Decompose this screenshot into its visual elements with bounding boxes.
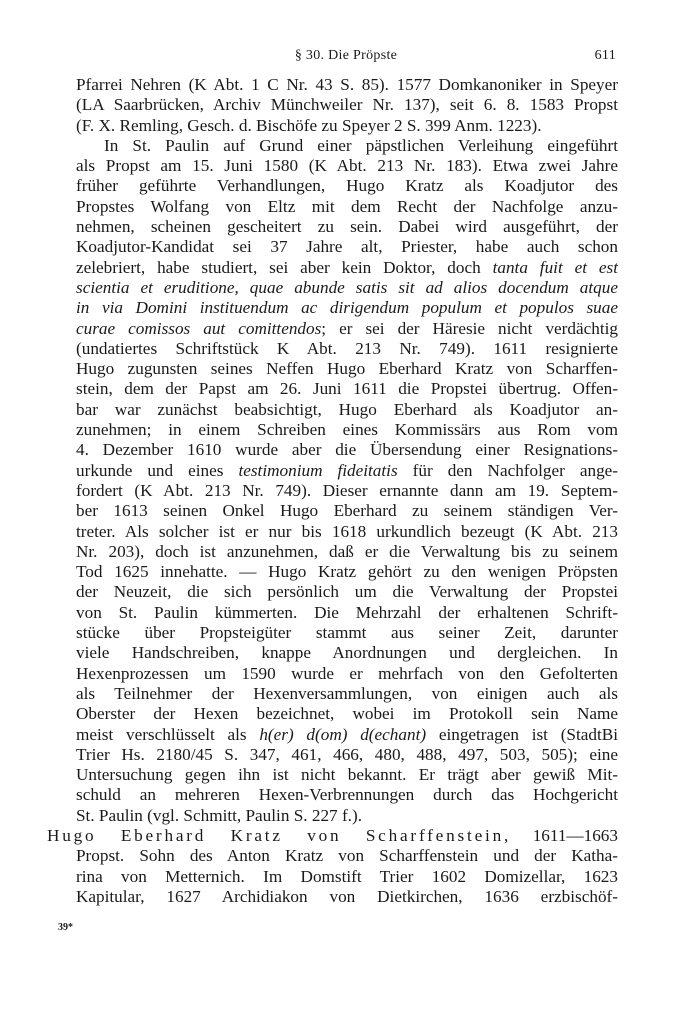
line-text: schuld an mehreren Hexen-Verbrennungen durch das Hochgericht xyxy=(76,785,618,805)
latin-quote: tanta fuit et est xyxy=(492,257,618,277)
latin-quote: in via Domini instituendum ac dirigendum populum et populos suae xyxy=(76,298,618,318)
text-line xyxy=(76,75,618,95)
text-line xyxy=(76,745,618,765)
text-line xyxy=(76,725,618,745)
line-text: ; er sei der Häresie nicht verdächtig xyxy=(321,318,618,338)
text-line xyxy=(76,95,618,115)
line-text: als Propst am 15. Juni 1580 (K Abt. 213 Nr. 183). Etwa zwei Jahre xyxy=(76,156,618,176)
text-line xyxy=(76,887,618,907)
text-line xyxy=(76,176,618,196)
entry-name: Hugo Eberhard Kratz von Scharffenstein, xyxy=(47,825,512,845)
latin-quote: testimonium fideitatis xyxy=(238,460,398,480)
text-line xyxy=(76,704,618,724)
page-number: 611 xyxy=(594,48,616,63)
line-text: (LA Saarbrücken, Archiv Münchweiler Nr. 137), seit 6. 8. 1583 Propst xyxy=(76,95,618,115)
text-line xyxy=(47,826,618,846)
text-line xyxy=(76,522,618,542)
text-line xyxy=(76,156,618,176)
text-line xyxy=(76,116,618,136)
line-text: der Neuzeit, die sich persönlich um die Verwaltung der Propstei xyxy=(76,582,618,602)
text-line xyxy=(76,278,618,298)
line-text: In St. Paulin auf Grund einer päpstlichen Verleihung eingeführt xyxy=(104,135,618,155)
line-text: zelebriert, habe studiert, sei aber kein Doktor, doch xyxy=(76,257,493,277)
line-text: viele Handschreiben, knappe Anordnungen und dergleichen. In xyxy=(76,643,618,663)
line-text: ber 1613 seinen Onkel Hugo Eberhard zu seinem ständigen Ver- xyxy=(76,501,618,521)
line-text: Propst. Sohn des Anton Kratz von Scharffenstein und der Katha- xyxy=(76,846,618,866)
line-text: Hexenprozessen um 1590 wurde er mehrfach von den Gefolterten xyxy=(76,663,618,683)
line-text: von St. Paulin kümmerten. Die Mehrzahl der erhaltenen Schrift- xyxy=(76,602,618,622)
text-line xyxy=(76,603,618,623)
text-line xyxy=(76,846,618,866)
text-line xyxy=(76,237,618,257)
line-text: stein, dem der Papst am 26. Juni 1611 die Propstei übertrug. Offen- xyxy=(76,379,618,399)
text-line xyxy=(76,420,618,440)
line-text: meist verschlüsselt als xyxy=(76,724,260,744)
text-line xyxy=(76,379,618,399)
text-line xyxy=(76,806,618,826)
line-text: Propstes Wolfang von Eltz mit dem Recht der Nachfolge anzu- xyxy=(76,196,618,216)
text-line xyxy=(76,643,618,663)
line-text: (undatiertes Schriftstück K Abt. 213 Nr. 749). 1611 resignierte xyxy=(76,338,618,358)
running-title: § 30. Die Pröpste xyxy=(294,48,398,63)
text-line xyxy=(76,319,618,339)
line-text: bar war zunächst beabsichtigt, Hugo Eberhard als Koadjutor an- xyxy=(76,399,618,419)
line-text: (F. X. Remling, Gesch. d. Bischöfe zu Speyer 2 S. 399 Anm. 1223). xyxy=(76,115,542,135)
text-line xyxy=(76,765,618,785)
text-line xyxy=(76,217,618,237)
line-text: 4. Dezember 1610 wurde aber die Übersendung einer Resignations- xyxy=(76,440,618,460)
latin-quote: h(er) d(om) d(echant) xyxy=(259,724,427,744)
text-line xyxy=(76,258,618,278)
line-text: Koadjutor-Kandidat sei 37 Jahre alt, Priester, habe auch schon xyxy=(76,237,618,257)
text-line xyxy=(76,339,618,359)
text-line xyxy=(76,867,618,887)
text-line xyxy=(76,461,618,481)
text-line xyxy=(76,664,618,684)
line-text: stücke über Propsteigüter stammt aus seiner Zeit, darunter xyxy=(76,623,618,643)
line-text: 1611—1663 xyxy=(511,825,618,845)
line-text: Tod 1625 innehatte. — Hugo Kratz gehört zu den wenigen Pröpsten xyxy=(76,562,618,582)
text-line xyxy=(76,359,618,379)
line-text: zunehmen; in einem Schreiben eines Kommissärs aus Rom vom xyxy=(76,420,618,440)
text-line xyxy=(76,542,618,562)
text-line xyxy=(76,684,618,704)
line-text: Trier Hs. 2180/45 S. 347, 461, 466, 480, 488, 497, 503, 505); eine xyxy=(76,744,618,764)
text-line xyxy=(76,197,618,217)
text-line xyxy=(76,623,618,643)
line-text: für den Nachfolger ange- xyxy=(397,460,618,480)
line-text: nehmen, scheinen gescheitert zu sein. Dabei wird ausgeführt, der xyxy=(76,217,618,237)
text-line xyxy=(76,400,618,420)
text-line xyxy=(76,440,618,460)
text-line xyxy=(76,582,618,602)
text-line xyxy=(76,562,618,582)
line-text: Pfarrei Nehren (K Abt. 1 C Nr. 43 S. 85). 1577 Domkanoniker in Speyer xyxy=(76,75,618,94)
line-text: Untersuchung gegen ihn ist nicht bekannt. Er trägt aber gewiß Mit- xyxy=(76,765,618,785)
latin-quote: curae comissos aut comittendos xyxy=(76,318,322,338)
body-text xyxy=(0,75,700,907)
printer-signature: 39* xyxy=(58,922,73,933)
running-head xyxy=(76,48,616,68)
text-line xyxy=(76,481,618,501)
line-text: fordert (K Abt. 213 Nr. 749). Dieser ernannte dann am 19. Septem- xyxy=(76,480,618,500)
line-text: Hugo zugunsten seines Neffen Hugo Eberhard Kratz von Scharffen- xyxy=(76,359,618,379)
line-text: Nr. 203), doch ist anzunehmen, daß er die Verwaltung bis zu seinem xyxy=(76,541,618,561)
text-line xyxy=(76,298,618,318)
line-text: Oberster der Hexen bezeichnet, wobei im Protokoll sein Name xyxy=(76,704,618,724)
line-text: Kapitular, 1627 Archidiakon von Dietkirchen, 1636 erzbischöf- xyxy=(76,886,618,906)
line-text: St. Paulin (vgl. Schmitt, Paulin S. 227 f.). xyxy=(76,805,362,825)
line-text: früher geführte Verhandlungen, Hugo Kratz als Koadjutor des xyxy=(76,176,618,196)
line-text: treter. Als solcher ist er nur bis 1618 urkundlich bezeugt (K Abt. 213 xyxy=(76,521,618,541)
line-text: urkunde und eines xyxy=(76,460,239,480)
line-text: rina von Metternich. Im Domstift Trier 1602 Domizellar, 1623 xyxy=(76,866,618,886)
text-line xyxy=(104,136,618,156)
line-text: als Teilnehmer der Hexenversammlungen, von einigen auch als xyxy=(76,683,618,703)
latin-quote: scientia et eruditione, quae abunde satis sit ad alios docendum atque xyxy=(76,277,618,297)
text-line xyxy=(76,785,618,805)
text-line xyxy=(76,501,618,521)
line-text: eingetragen ist (StadtBi xyxy=(426,724,618,744)
